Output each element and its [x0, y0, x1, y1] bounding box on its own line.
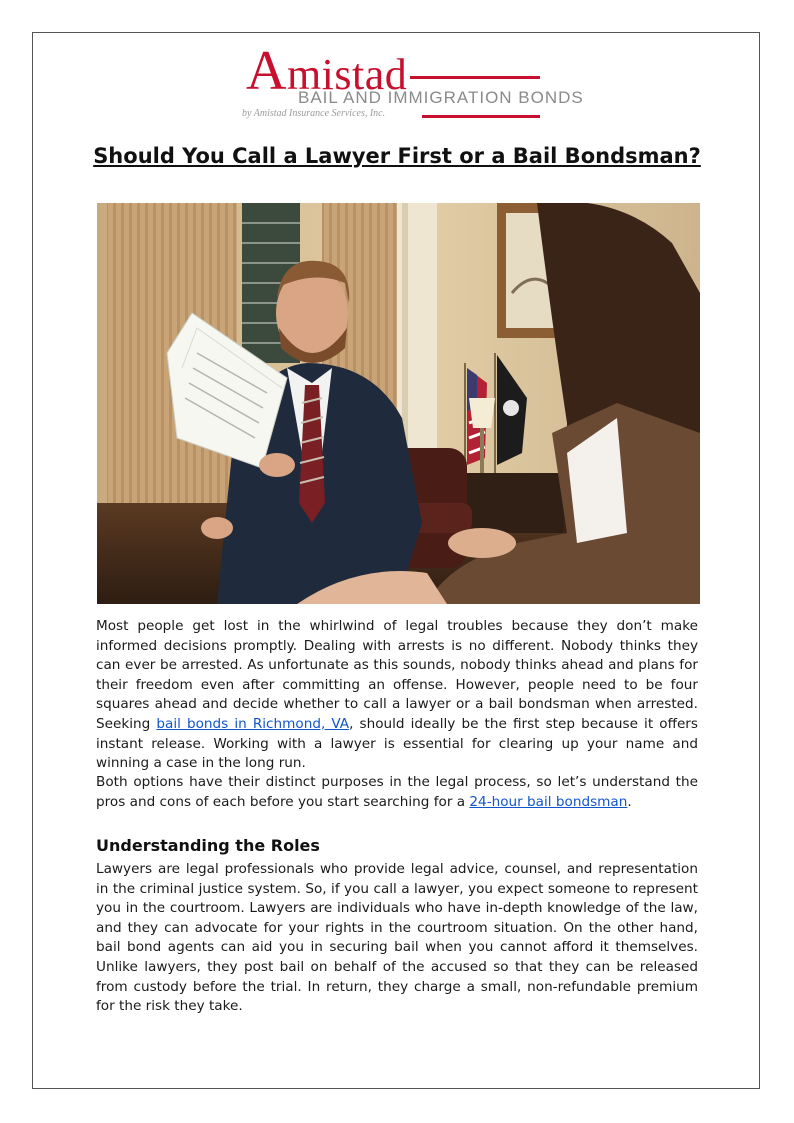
photo-illustration: [97, 203, 700, 604]
logo-tagline: by Amistad Insurance Services, Inc.: [242, 108, 386, 119]
intro-paragraph: [96, 617, 698, 774]
logo-word-rest: mistad: [286, 50, 408, 99]
section-heading-roles: Understanding the Roles: [96, 836, 320, 855]
roles-paragraph: Lawyers are legal professionals who provide legal advice, counsel, and representation in the criminal justice system. So, if you call a lawyer, you expect someone to represent you in the courtroom. Lawyers are individuals who have in-depth knowledge of the law, and they can advocate for your rights in the courtroom situation. On the other hand, bail bond agents can aid you in securing bail when you cannot afford it themselves. Unlike lawyers, they post bail on behalf of the accused so that they can be released from custody before the trial. In return, they charge a small, non-refundable premium for the risk they take.: [96, 861, 698, 1015]
options-text-end: .: [627, 793, 632, 810]
logo-subtitle: BAIL AND IMMIGRATION BONDS: [298, 88, 584, 107]
logo-first-letter: A: [246, 40, 287, 102]
options-paragraph: [96, 773, 698, 812]
options-text-start: Both options have their distinct purposes in the legal process, so let’s understand the pros and cons of each before you start searching for a: [96, 774, 698, 810]
intro-text-start: Most people get lost in the whirlwind of legal troubles because they don’t make informed decisions promptly. Dealing with arrests is no different. Nobody thinks they can ever be arrested. As unfortunate as this sounds, nobody thinks ahead and plans for their freedom even after committing an offense. However, people need to be four squares ahead and decide whether to call a lawyer or a bail bondsman when arrested. Seeking: [96, 618, 698, 732]
page-title: Should You Call a Lawyer First or a Bail Bondsman?: [93, 144, 701, 168]
intro-text-end: , should ideally be the first step because it offers instant release. Working with a lawyer is essential for clearing up your name and winning a case in the long run.: [96, 715, 698, 772]
24-hour-bail-bondsman-link[interactable]: 24-hour bail bondsman: [469, 793, 628, 810]
logo-stripe-bottom: [422, 115, 540, 118]
article-photo: [97, 203, 700, 604]
amistad-logo[interactable]: [240, 40, 584, 122]
logo-stripe-top: [410, 76, 540, 79]
bail-bonds-richmond-link[interactable]: bail bonds in Richmond, VA: [156, 715, 350, 732]
